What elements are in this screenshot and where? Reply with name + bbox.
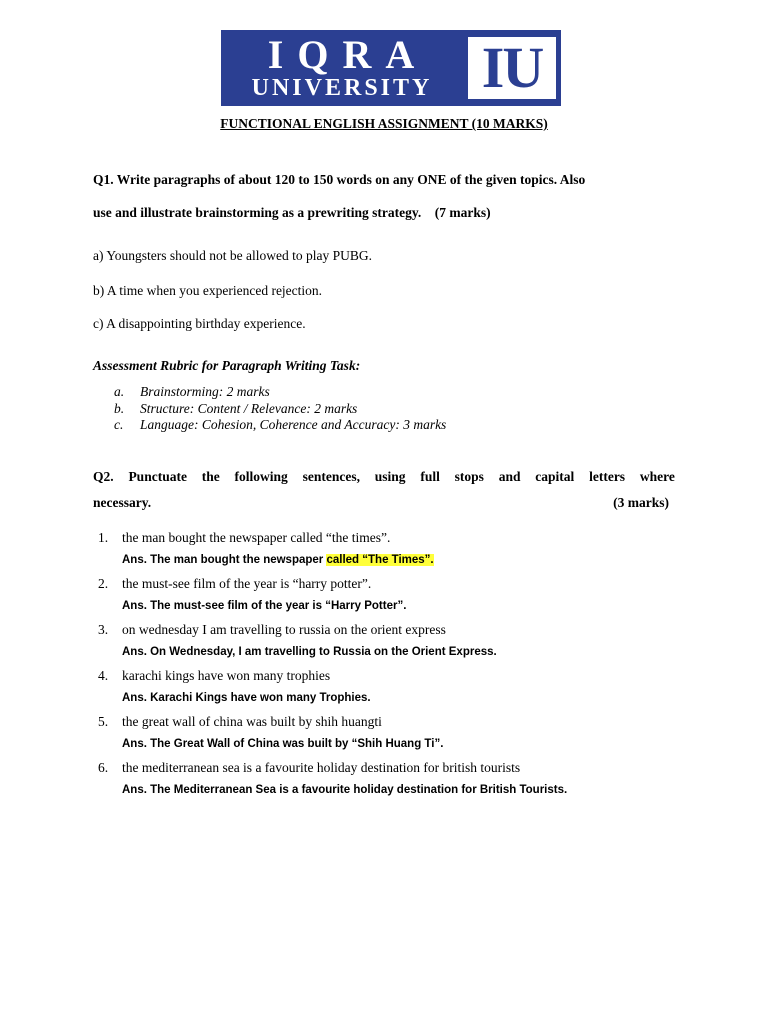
answer-text — [122, 554, 434, 566]
rubric-item-letter: b. — [114, 400, 125, 416]
sentence-item — [98, 714, 382, 730]
sentence-item — [98, 576, 371, 592]
sentence-number: 5. — [98, 714, 109, 729]
question-2-word: and — [498, 469, 521, 484]
rubric-item — [114, 401, 446, 418]
answer-text: Ans. The Great Wall of China was built by “Shih Huang Ti”. — [122, 738, 444, 750]
rubric-list — [114, 384, 446, 434]
question-2-word: Q2. — [93, 469, 114, 484]
question-2-word: letters — [589, 469, 626, 484]
sentence-item — [98, 530, 390, 546]
topic-option-a: a) Youngsters should not be allowed to play PUBG. — [93, 248, 372, 263]
rubric-item — [114, 384, 446, 401]
question-2-word: sentences, — [302, 469, 360, 484]
question-1-line-2: use and illustrate brainstorming as a prewriting strategy. (7 marks) — [93, 205, 491, 220]
question-2-line-2 — [93, 493, 675, 513]
sentence-text: the must-see film of the year is “harry potter”. — [122, 576, 372, 591]
question-2-word: following — [234, 469, 288, 484]
rubric-item — [114, 417, 446, 434]
topic-option-c: c) A disappointing birthday experience. — [93, 316, 306, 331]
logo-line-1: IQRA — [267, 32, 429, 77]
question-2-line-1 — [93, 467, 675, 493]
sentence-item — [98, 622, 446, 638]
sentence-text: on wednesday I am travelling to russia on the orient express — [122, 622, 446, 637]
question-2-word: stops — [454, 469, 484, 484]
sentence-number: 2. — [98, 576, 109, 591]
sentence-item — [98, 760, 520, 776]
answer-text-plain: Ans. The man bought the newspaper — [122, 554, 327, 566]
question-2-marks: (3 marks) — [613, 495, 669, 510]
rubric-item-text: Language: Cohesion, Coherence and Accuracy: 3 marks — [140, 417, 447, 432]
sentence-number: 3. — [98, 622, 109, 637]
answer-text: Ans. The Mediterranean Sea is a favourite holiday destination for British Tourists. — [122, 784, 568, 796]
question-1-line-1: Q1. Write paragraphs of about 120 to 150 words on any ONE of the given topics. Also — [93, 172, 586, 187]
rubric-item-text: Structure: Content / Relevance: 2 marks — [140, 400, 358, 416]
answer-text: Ans. Karachi Kings have won many Trophies. — [122, 692, 371, 704]
logo-line-2: UNIVERSITY — [251, 75, 433, 101]
sentence-number: 6. — [98, 760, 109, 775]
question-2-word: where — [639, 469, 675, 484]
sentence-text: the man bought the newspaper called “the times”. — [122, 530, 391, 545]
page-title: FUNCTIONAL ENGLISH ASSIGNMENT (10 MARKS) — [220, 116, 548, 131]
sentence-number: 1. — [98, 530, 109, 545]
question-2-word: Punctuate — [128, 469, 187, 484]
sentence-number: 4. — [98, 668, 109, 683]
sentence-text: karachi kings have won many trophies — [122, 668, 331, 683]
question-2-word: full — [420, 469, 440, 484]
logo-mark: IU — [468, 37, 556, 99]
question-2 — [93, 467, 675, 513]
answer-text: Ans. The must-see film of the year is “Harry Potter”. — [122, 600, 407, 612]
rubric-item-letter: c. — [114, 417, 124, 432]
rubric-item-letter: a. — [114, 384, 125, 399]
question-2-word: capital — [535, 469, 575, 484]
question-2-word: the — [201, 469, 220, 484]
logo-mark-box — [463, 30, 561, 106]
question-1 — [93, 170, 693, 236]
sentence-item — [98, 668, 330, 684]
topic-option-b: b) A time when you experienced rejection. — [93, 283, 323, 298]
answer-text: Ans. On Wednesday, I am travelling to Russia on the Orient Express. — [122, 646, 497, 658]
rubric-heading: Assessment Rubric for Paragraph Writing Task: — [93, 358, 361, 373]
sentence-text: the mediterranean sea is a favourite holiday destination for british tourists — [122, 760, 521, 775]
answer-highlight: called “The Times”. — [326, 554, 434, 566]
university-logo — [221, 30, 561, 106]
question-2-line-2-text: necessary. — [93, 495, 152, 510]
logo-wordmark — [221, 30, 463, 106]
question-2-word: using — [374, 469, 406, 484]
sentence-text: the great wall of china was built by shih huangti — [122, 714, 382, 729]
rubric-item-text: Brainstorming: 2 marks — [140, 384, 270, 399]
